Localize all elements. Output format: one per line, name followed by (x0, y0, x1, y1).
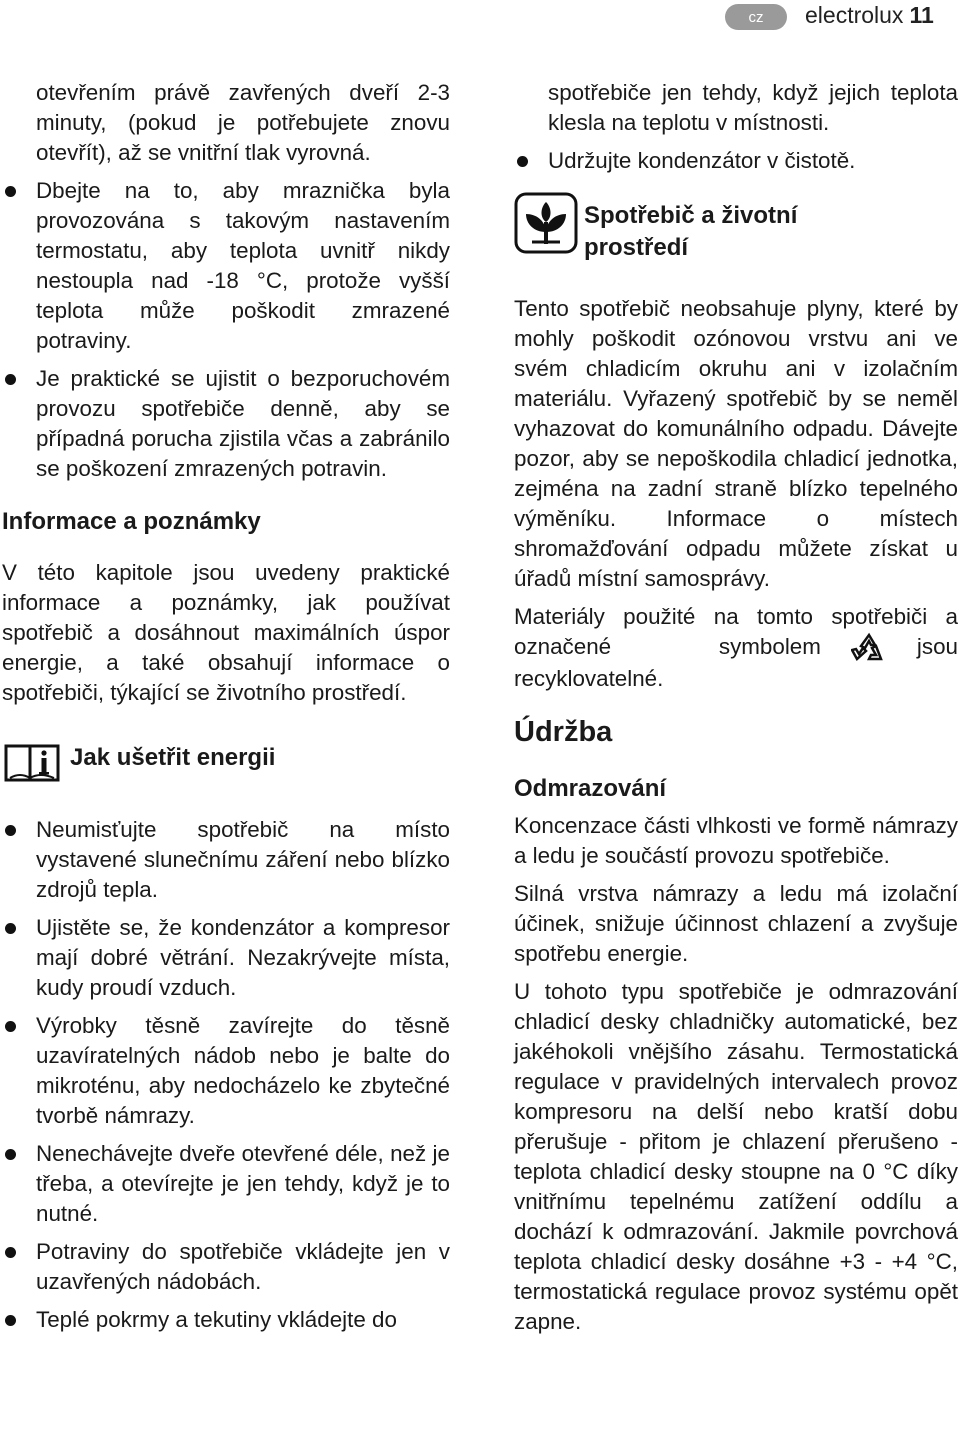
environment-heading (584, 200, 797, 264)
list-item: Je praktické se ujistit o bezporuchovém provozu spotřebiče denně, aby se případná porucha zjistila včas a zabránilo se poškození zmrazených potravin. (2, 364, 450, 484)
page-number: 11 (909, 2, 934, 28)
right-column (514, 78, 958, 1337)
defrost-heading: Odmrazování (514, 775, 667, 803)
list-item: Výrobky těsně zavírejte do těsně uzavíratelných nádob nebo je balte do mikroténu, aby nedocházelo ke zbytečné tvorbě námrazy. (2, 1011, 450, 1131)
list-item: Teplé pokrmy a tekutiny vkládejte do (2, 1305, 450, 1335)
list-item: Dbejte na to, aby mraznička byla provozována s takovým nastavením termostatu, aby teplota uvnitř nikdy nestoupla nad -18 °C, protože vyšší teplota může poškodit zmrazené potraviny. (2, 176, 450, 356)
language-badge: cz (725, 4, 787, 30)
maintenance-heading: Údržba (514, 716, 613, 749)
defrost-paragraph: Silná vrstva námrazy a ledu má izolační účinek, snižuje účinnost chlazení a zvyšuje spotřebu energie. (514, 881, 958, 967)
environment-leaf-icon (514, 192, 578, 259)
environment-heading-line2: prostředí (584, 234, 689, 261)
defrost-paragraph: Koncenzace části vlhkosti ve formě námrazy a ledu je součástí provozu spotřebiče. (514, 813, 958, 869)
list-item: Potraviny do spotřebiče vkládejte jen v uzavřených nádobách. (2, 1237, 450, 1297)
right-bullet-list (514, 146, 958, 176)
info-heading: Informace a poznámky (2, 508, 261, 535)
energy-bullet-list (2, 815, 450, 1335)
environment-heading-line1: Spotřebič a životní (584, 202, 798, 229)
list-item: Ujistěte se, že kondenzátor a kompresor mají dobré větrání. Nezakrývejte místa, kudy proudí vzduch. (2, 913, 450, 1003)
list-item: Udržujte kondenzátor v čistotě. (514, 146, 958, 176)
left-column (2, 78, 450, 1335)
recycle-icon (851, 632, 887, 664)
top-bullet-list (2, 176, 450, 484)
brand-line (805, 2, 934, 29)
brand-name: electrolux (805, 2, 904, 28)
intro-continuation: otevřením právě zavřených dveří 2-3 minuty, (pokud je potřebujete znovu otevřít), až se vnitřní tlak vyrovná. (36, 80, 450, 165)
book-info-icon (2, 742, 62, 787)
materials-text-before: Materiály použité na tomto spotřebiči a označené symbolem (514, 604, 958, 659)
energy-heading-block (2, 742, 450, 787)
materials-paragraph (514, 602, 958, 694)
bullet-continuation: spotřebiče jen tehdy, když jejich teplota klesla na teplotu v místnosti. (548, 80, 958, 135)
environment-paragraph: Tento spotřebič neobsahuje plyny, které by mohly poškodit ozónovou vrstvu ani ve svém chladicím okruhu ani v izolačním materiálu. Vyřazený spotřebič by se neměl vyhazovat do komunálního odpadu. Dávejte pozor, aby se nepoškodila chladicí jednotka, zejména na zadní straně blízko tepelného výměníku. Informace o místech shromažďování odpadu můžete získat u úřadů místní samosprávy. (514, 296, 958, 591)
info-paragraph: V této kapitole jsou uvedeny praktické informace a poznámky, jak používat spotřebič a dosáhnout maximálních úspor energie, a také obsahují informace o spotřebiči, týkající se životního prostředí. (2, 560, 450, 705)
list-item: Neumisťujte spotřebič na místo vystavené slunečnímu záření nebo blízko zdrojů tepla. (2, 815, 450, 905)
environment-heading-block (514, 192, 958, 264)
materials-text-after: jsou recyklovatelné. (514, 634, 958, 692)
energy-heading: Jak ušetřit energii (70, 744, 276, 771)
defrost-paragraph: U tohoto typu spotřebiče je odmrazování chladicí desky chladničky automatické, bez jakéhokoli vnějšího zásahu. Termostatická regulace v pravidelných intervalech provoz kompresoru na delší nebo kratší dobu přerušuje - přitom je chlazení přerušeno - teplota chladicí desky stoupne na 0 °C díky vnitřnímu tepelnému zatížení oddílu a dochází k odmrazování. Jakmile povrchová teplota chladicí desky dosáhne +3 - +4 °C, termostatická regulace provoz systému opět zapne. (514, 979, 958, 1335)
list-item: Nenechávejte dveře otevřené déle, než je třeba, a otevírejte je jen tehdy, když je to nutné. (2, 1139, 450, 1229)
